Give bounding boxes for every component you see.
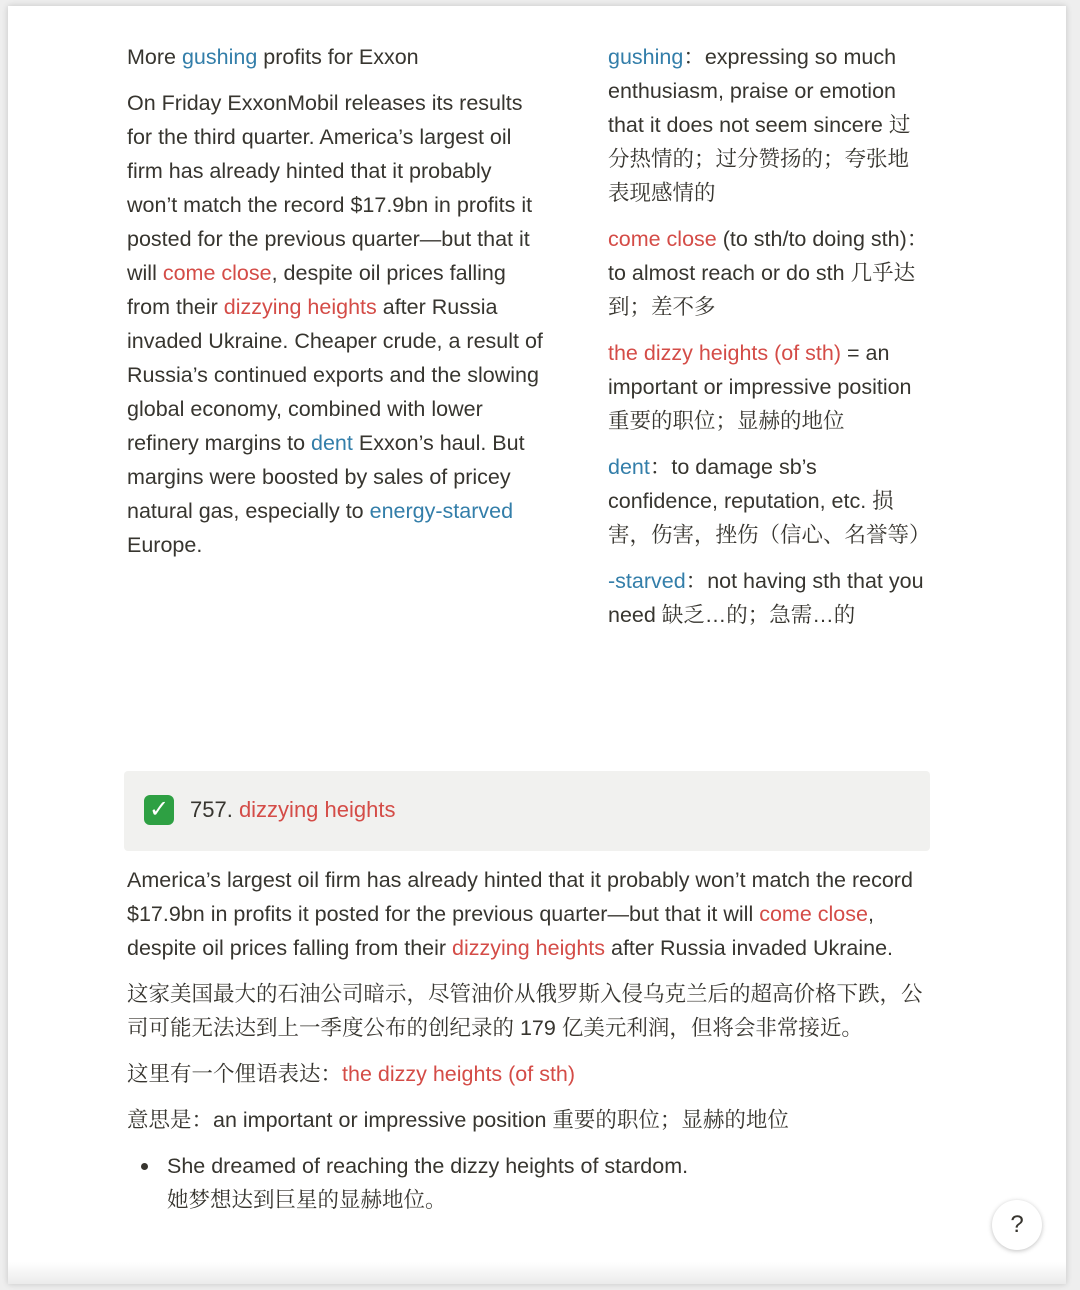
glossary-term: gushing: [608, 45, 684, 69]
glossary-definition: = an important or impressive position 重要的职位；显赫的地位: [608, 341, 912, 433]
callout-term: dizzying heights: [238, 797, 396, 822]
example-bullet: [127, 1149, 937, 1217]
document-page: [8, 6, 1066, 1284]
separator: ：: [683, 45, 705, 69]
bottom-fade: [8, 1262, 1066, 1284]
example-english: She dreamed of reaching the dizzy heights of stardom.: [167, 1154, 689, 1178]
paragraph-text: , despite oil prices falling from their: [127, 261, 506, 319]
separator: ：: [649, 455, 672, 479]
callout-block: [124, 771, 930, 851]
chinese-translation: 这家美国最大的石油公司暗示，尽管油价从俄罗斯入侵乌克兰后的超高价格下跌，公司可能无法达到上一季度公布的创纪录的 179 亿美元利润，但将会非常接近。: [127, 982, 923, 1040]
paragraph-text: Europe.: [127, 533, 203, 557]
article-heading: [127, 40, 547, 74]
bullet-dot: [141, 1163, 148, 1170]
idiom-label: 这里有一个俚语表达：: [127, 1062, 343, 1086]
sentence-text: America’s largest oil firm has already hinted that it probably won’t match the record $17.9bn in profits it posted for the previous quarter—but that it will: [127, 868, 913, 926]
term-energy-starved: energy-starved: [369, 499, 514, 523]
glossary-term: the dizzy heights (of sth): [608, 341, 842, 365]
term-dizzying-heights: dizzying heights: [223, 295, 377, 319]
paragraph-text: On Friday ExxonMobil releases its results for the third quarter. America’s largest oil firm has already hinted that it probably won’t match the record $17.9bn in profits it posted for the previous quarter—but that it will: [127, 91, 533, 285]
entry-number: 757.: [190, 797, 239, 822]
article-paragraph: [127, 86, 547, 562]
paragraph-text: after Russia invaded Ukraine. Cheaper crude, a result of Russia’s continued exports and the slowing global economy, combined with lower refinery margins to: [127, 295, 543, 455]
glossary-entry: [608, 450, 930, 552]
meaning-line: 意思是：an important or impressive position 重要的职位；显赫的地位: [127, 1108, 789, 1132]
glossary-entry: [608, 40, 930, 210]
glossary-entry: [608, 564, 930, 632]
article-column: [127, 40, 547, 574]
paragraph-text: Exxon’s haul. But margins were boosted by sales of pricey natural gas, especially to: [127, 431, 525, 523]
glossary-definition: not having sth that you need 缺乏…的；急需…的: [608, 569, 924, 627]
sentence-text: after Russia invaded Ukraine.: [605, 936, 894, 960]
term-come-close: come close: [162, 261, 272, 285]
glossary-term: -starved: [608, 569, 686, 593]
glossary-column: [608, 40, 930, 644]
term-come-close: come close: [759, 902, 868, 926]
idiom-line: [127, 1057, 937, 1091]
heading-text: profits for Exxon: [257, 45, 419, 69]
glossary-definition: (to sth/to doing sth)：to almost reach or do sth 几乎达到；差不多: [608, 227, 929, 319]
separator: ：: [685, 569, 708, 593]
glossary-term: come close: [608, 227, 717, 251]
sentence-text: , despite oil prices falling from their: [127, 902, 874, 960]
term-gushing: gushing: [181, 45, 258, 69]
term-dizzying-heights: dizzying heights: [452, 936, 606, 960]
glossary-definition: to damage sb’s confidence, reputation, etc. 损害，伤害，挫伤（信心、名誉等）: [608, 455, 931, 547]
term-dent: dent: [311, 431, 353, 455]
explanation-block: [127, 863, 937, 1217]
callout-title: [190, 793, 395, 827]
english-sentence: [127, 863, 937, 965]
help-button[interactable]: ?: [992, 1200, 1042, 1250]
glossary-term: dent: [608, 455, 650, 479]
glossary-entry: [608, 336, 930, 438]
heading-text: More: [127, 45, 182, 69]
glossary-definition: expressing so much enthusiasm, praise or emotion that it does not seem sincere 过分热情的；过分赞扬的；夸张地表现感情的: [608, 45, 911, 205]
example-chinese: 她梦想达到巨星的显赫地位。: [167, 1188, 447, 1212]
check-mark-icon: ✓: [144, 795, 174, 825]
idiom-term: the dizzy heights (of sth): [342, 1062, 576, 1086]
glossary-entry: [608, 222, 930, 324]
